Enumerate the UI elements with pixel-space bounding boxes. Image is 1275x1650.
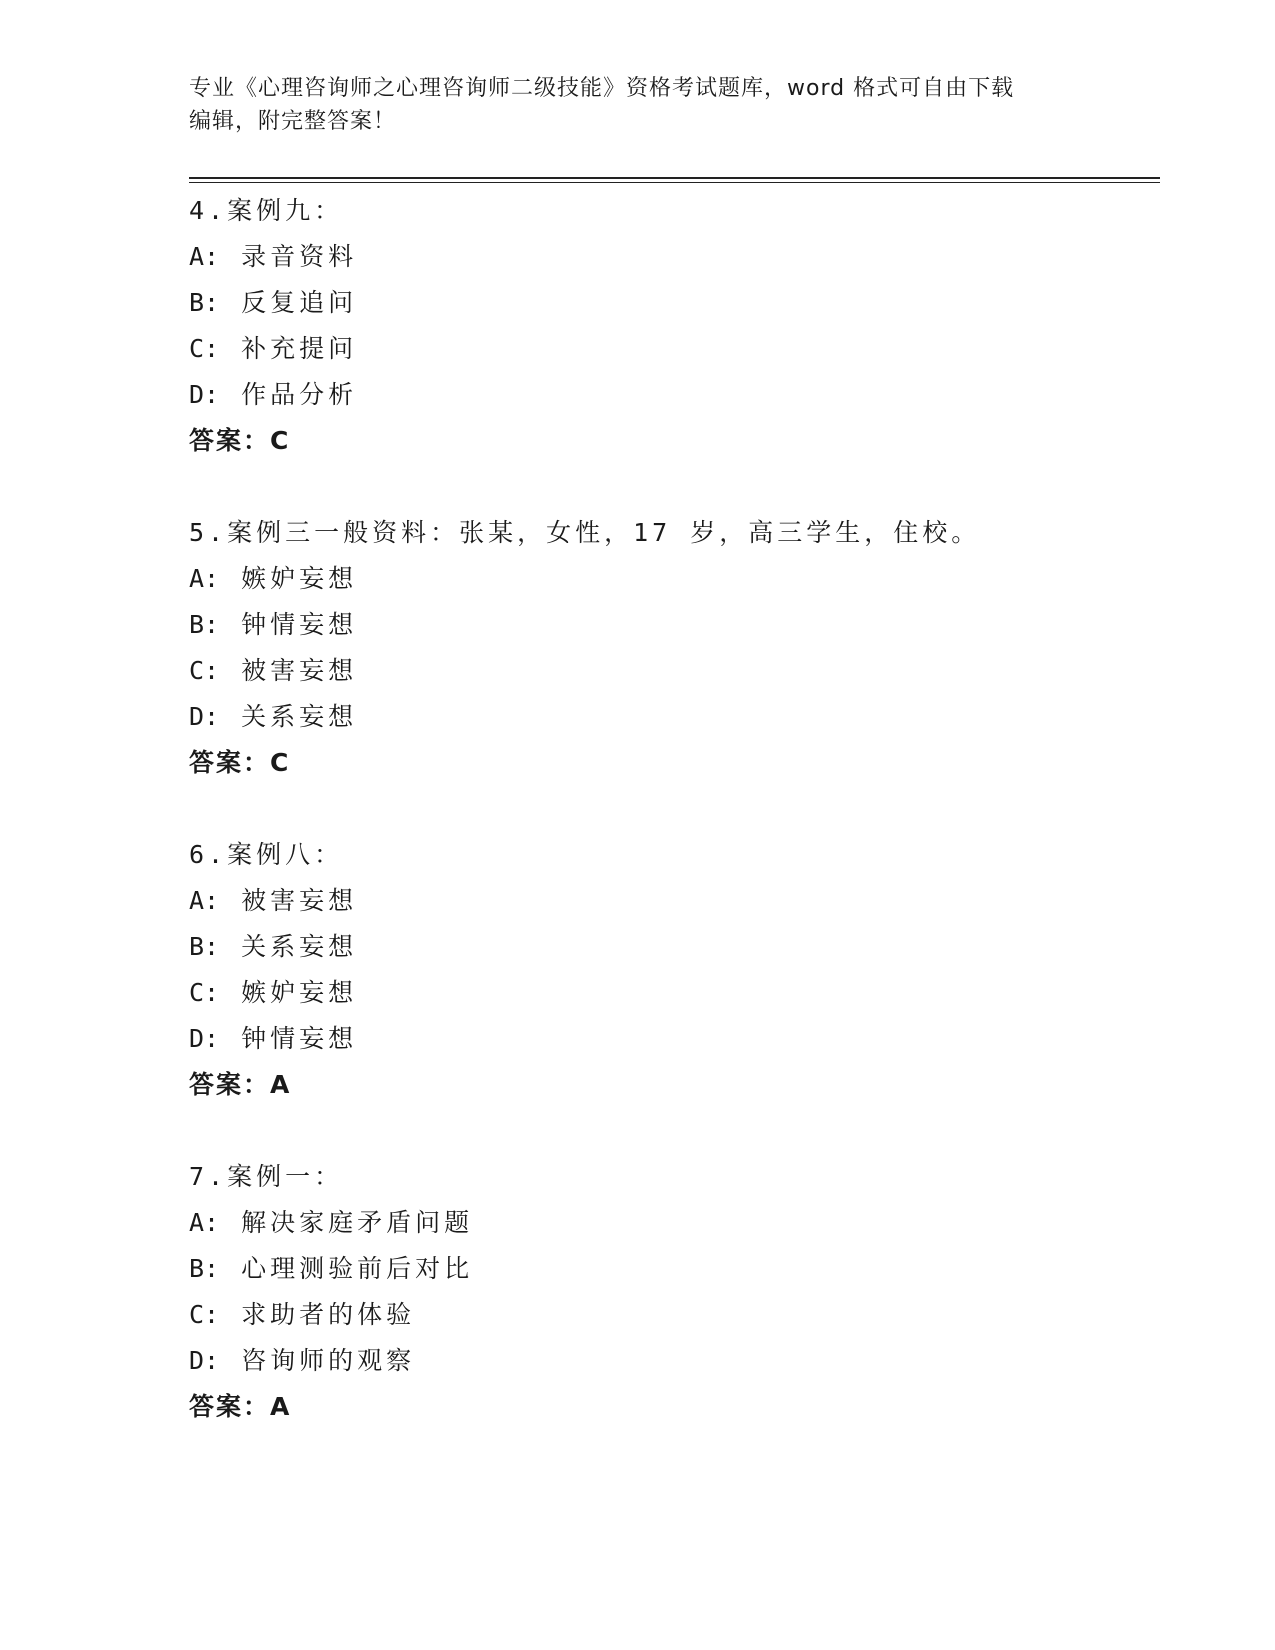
option-key: B: bbox=[189, 610, 220, 639]
question-block bbox=[189, 1154, 1139, 1430]
option-text: 被害妄想 bbox=[241, 656, 358, 685]
option-d bbox=[189, 1016, 1139, 1062]
option-key: C: bbox=[189, 656, 220, 685]
question-stem: 5.案例三一般资料：张某，女性，17 岁，高三学生，住校。 bbox=[189, 518, 981, 547]
option-text: 反复追问 bbox=[241, 288, 358, 317]
option-text: 解决家庭矛盾问题 bbox=[241, 1208, 474, 1237]
answer-line: 答案：A bbox=[189, 1070, 292, 1099]
option-c bbox=[189, 970, 1139, 1016]
option-a bbox=[189, 878, 1139, 924]
option-text: 求助者的体验 bbox=[241, 1300, 416, 1329]
option-key: A: bbox=[189, 886, 220, 915]
header-line-2: 编辑，附完整答案！ bbox=[189, 109, 397, 134]
option-text: 嫉妒妄想 bbox=[241, 978, 358, 1007]
option-key: C: bbox=[189, 1300, 220, 1329]
option-d bbox=[189, 372, 1139, 418]
option-c bbox=[189, 326, 1139, 372]
option-text: 被害妄想 bbox=[241, 886, 358, 915]
option-a bbox=[189, 234, 1139, 280]
option-d bbox=[189, 1338, 1139, 1384]
option-text: 钟情妄想 bbox=[241, 1024, 358, 1053]
option-a bbox=[189, 556, 1139, 602]
option-text: 关系妄想 bbox=[241, 932, 358, 961]
option-b bbox=[189, 1246, 1139, 1292]
option-text: 心理测验前后对比 bbox=[241, 1254, 474, 1283]
option-d bbox=[189, 694, 1139, 740]
option-c bbox=[189, 1292, 1139, 1338]
option-b bbox=[189, 924, 1139, 970]
option-text: 钟情妄想 bbox=[241, 610, 358, 639]
header-divider-thick bbox=[189, 177, 1160, 179]
answer-line: 答案：A bbox=[189, 1392, 292, 1421]
option-key: D: bbox=[189, 702, 220, 731]
option-text: 关系妄想 bbox=[241, 702, 358, 731]
option-key: B: bbox=[189, 932, 220, 961]
option-key: B: bbox=[189, 288, 220, 317]
header-line-1: 专业《心理咨询师之心理咨询师二级技能》资格考试题库，word 格式可自由下载 bbox=[189, 76, 1015, 101]
document-header bbox=[189, 72, 1089, 138]
option-b bbox=[189, 602, 1139, 648]
question-stem: 6.案例八： bbox=[189, 840, 344, 869]
question-stem: 4.案例九： bbox=[189, 196, 344, 225]
answer-line: 答案：C bbox=[189, 426, 291, 455]
option-key: D: bbox=[189, 1346, 220, 1375]
option-text: 录音资料 bbox=[241, 242, 358, 271]
option-key: C: bbox=[189, 978, 220, 1007]
option-a bbox=[189, 1200, 1139, 1246]
question-block bbox=[189, 188, 1139, 464]
option-key: A: bbox=[189, 564, 220, 593]
option-c bbox=[189, 648, 1139, 694]
option-text: 补充提问 bbox=[241, 334, 358, 363]
option-key: A: bbox=[189, 242, 220, 271]
question-stem: 7.案例一： bbox=[189, 1162, 344, 1191]
option-key: D: bbox=[189, 380, 220, 409]
option-text: 咨询师的观察 bbox=[241, 1346, 416, 1375]
header-divider-thin bbox=[189, 182, 1160, 183]
option-key: D: bbox=[189, 1024, 220, 1053]
option-key: B: bbox=[189, 1254, 220, 1283]
option-text: 作品分析 bbox=[241, 380, 358, 409]
option-text: 嫉妒妄想 bbox=[241, 564, 358, 593]
answer-line: 答案：C bbox=[189, 748, 291, 777]
question-block bbox=[189, 832, 1139, 1108]
option-key: A: bbox=[189, 1208, 220, 1237]
option-key: C: bbox=[189, 334, 220, 363]
question-block bbox=[189, 510, 1139, 786]
option-b bbox=[189, 280, 1139, 326]
